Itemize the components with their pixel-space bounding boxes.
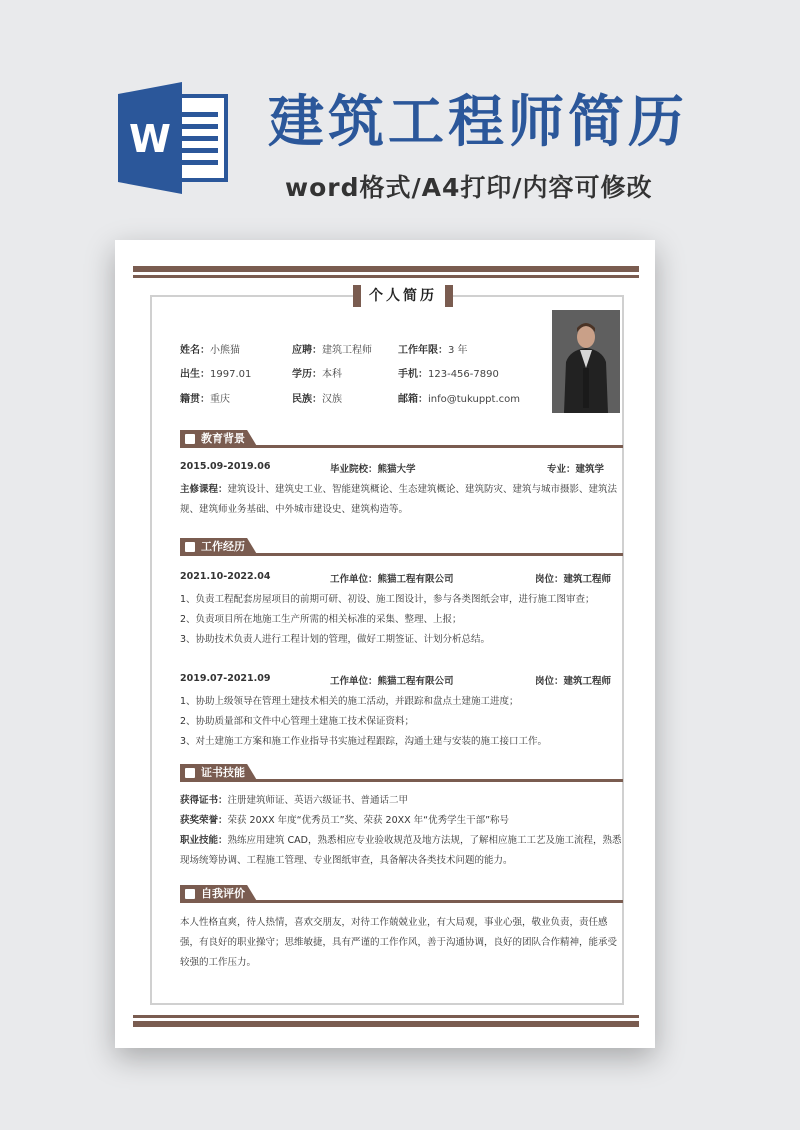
info-email: 邮箱：info@tukuppt.com bbox=[398, 394, 520, 405]
section-self-eval-header bbox=[180, 885, 623, 903]
comment-icon bbox=[185, 889, 195, 899]
briefcase-icon bbox=[185, 542, 195, 552]
section-skills-header bbox=[180, 764, 623, 782]
job2-duty: 1、协助上级领导在管理土建技术相关的施工活动，并跟踪和盘点土建施工进度； bbox=[180, 696, 519, 707]
job1-duty: 1、负责工程配套房屋项目的前期可研、初设、施工图设计，参与各类图纸会审，进行施工图审查； bbox=[180, 594, 595, 605]
bottom-divider-thin bbox=[133, 1015, 639, 1018]
section-skills-title: 证书技能 bbox=[201, 766, 245, 779]
word-logo-letter: W bbox=[129, 117, 171, 161]
job1-position: 岗位：建筑工程师 bbox=[535, 574, 612, 585]
edu-major: 专业：建筑学 bbox=[547, 464, 605, 475]
info-origin: 籍贯：重庆 bbox=[180, 394, 230, 405]
section-education-header bbox=[180, 430, 623, 448]
edu-courses: 主修课程：建筑设计、建筑史工业、智能建筑概论、生态建筑概论、建筑防灾、建筑与城市摄影、建筑法规、建筑师业务基础、中外城市建设史、建筑构造等。 bbox=[180, 484, 618, 515]
skills-award: 获奖荣誉：荣获 20XX 年度“优秀员工”奖、荣获 20XX 年“优秀学生干部”称号 bbox=[180, 815, 509, 826]
job2-position: 岗位：建筑工程师 bbox=[535, 676, 612, 687]
job2-period: 2019.07-2021.09 bbox=[180, 673, 271, 684]
edu-period: 2015.09-2019.06 bbox=[180, 461, 271, 472]
word-logo-icon bbox=[118, 82, 230, 194]
info-name: 姓名：小熊猫 bbox=[180, 345, 240, 356]
section-work-header bbox=[180, 538, 623, 556]
info-phone: 手机：123-456-7890 bbox=[398, 369, 499, 380]
book-icon bbox=[185, 434, 195, 444]
top-divider-thin bbox=[133, 275, 639, 278]
profile-photo bbox=[552, 310, 620, 413]
skills-professional: 职业技能：熟练应用建筑 CAD，熟悉相应专业验收规范及地方法规，了解相应施工工艺及施工流程，熟悉现场统筹协调、工程施工管理、专业图纸审查，具备解决各类技术问题的能力。 bbox=[180, 835, 622, 866]
resume-title-tab bbox=[353, 285, 453, 307]
info-apply: 应聘：建筑工程师 bbox=[292, 345, 372, 356]
section-work-title: 工作经历 bbox=[201, 540, 245, 553]
resume-document bbox=[115, 240, 655, 1048]
page-subtitle: word格式/A4打印/内容可修改 bbox=[285, 173, 653, 202]
job1-company: 工作单位：熊猫工程有限公司 bbox=[330, 574, 454, 585]
info-ethnicity: 民族：汉族 bbox=[292, 394, 342, 405]
resume-title: 个人简历 bbox=[369, 288, 437, 304]
info-birth: 出生：1997.01 bbox=[180, 369, 252, 380]
top-divider-thick bbox=[133, 266, 639, 272]
edu-school: 毕业院校：熊猫大学 bbox=[330, 464, 416, 475]
section-self-eval-title: 自我评价 bbox=[201, 887, 245, 900]
self-eval-text: 本人性格直爽，待人热情，喜欢交朋友，对待工作兢兢业业，有大局观，事业心强，敬业负责，责任感强，有良好的职业操守；思维敏捷，具有严谨的工作作风，善于沟通协调，良好的团队合作精神，能承受较强的工作压力。 bbox=[180, 917, 618, 968]
skills-cert: 获得证书：注册建筑师证、英语六级证书、普通话二甲 bbox=[180, 795, 409, 806]
job1-duty: 2、负责项目所在地施工生产所需的相关标准的采集、整理、上报； bbox=[180, 614, 462, 625]
job1-duty: 3、协助技术负责人进行工程计划的管理，做好工期签证、计划分析总结。 bbox=[180, 634, 491, 645]
page-title: 建筑工程师简历 bbox=[268, 90, 688, 155]
info-years: 工作年限：3 年 bbox=[398, 345, 468, 356]
tools-icon bbox=[185, 768, 195, 778]
job1-period: 2021.10-2022.04 bbox=[180, 571, 271, 582]
job2-duty: 3、对土建施工方案和施工作业指导书实施过程跟踪，沟通土建与安装的施工接口工作。 bbox=[180, 736, 548, 747]
section-education-title: 教育背景 bbox=[201, 432, 245, 445]
bottom-divider-thick bbox=[133, 1021, 639, 1027]
info-degree: 学历：本科 bbox=[292, 369, 342, 380]
job2-company: 工作单位：熊猫工程有限公司 bbox=[330, 676, 454, 687]
job2-duty: 2、协助质量部和文件中心管理土建施工技术保证资料； bbox=[180, 716, 415, 727]
